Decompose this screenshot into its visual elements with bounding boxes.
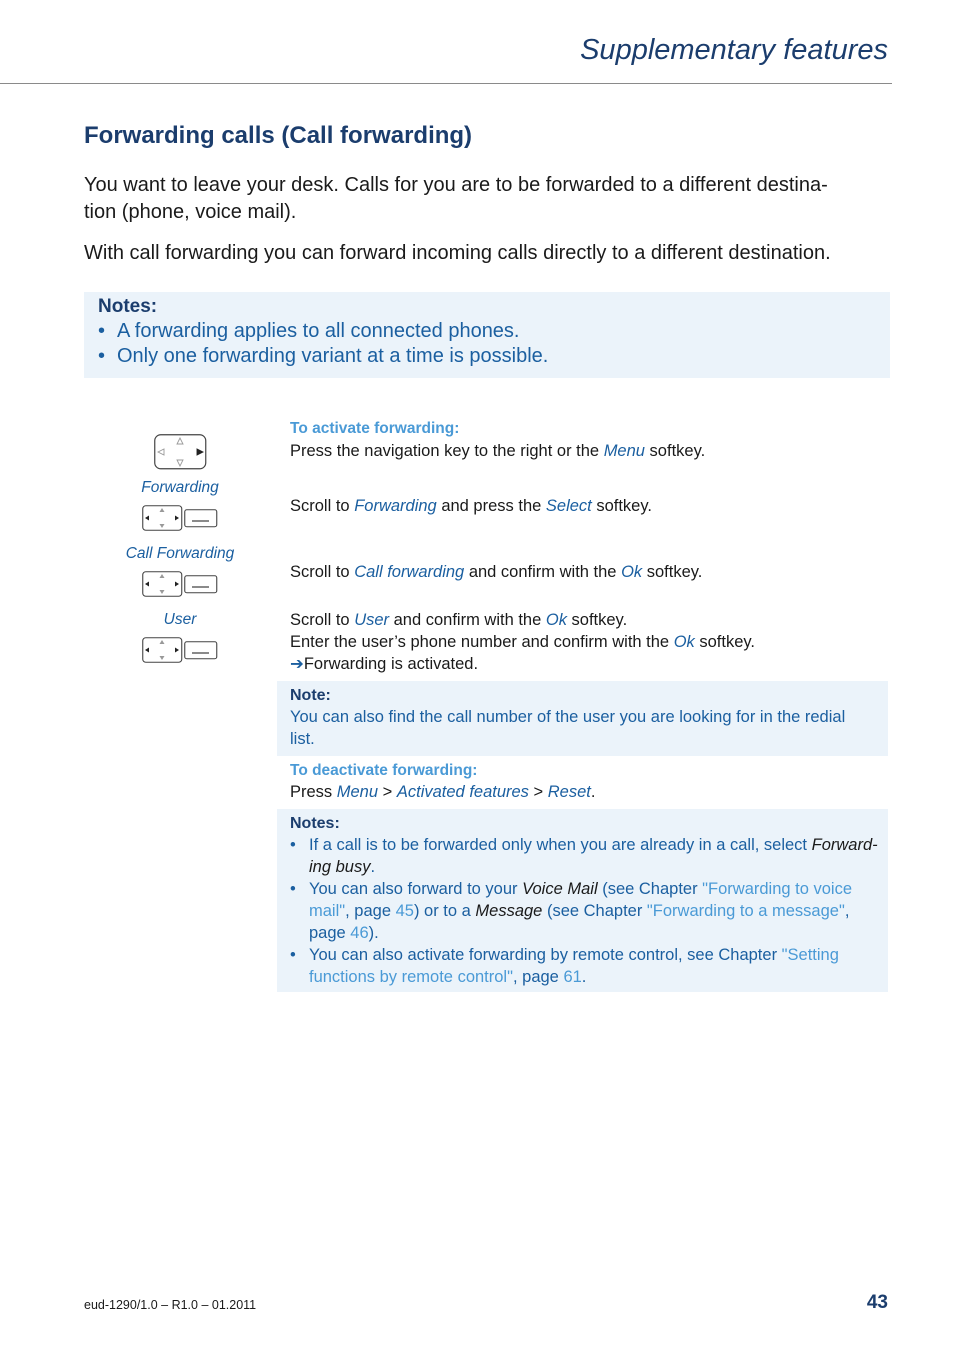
notes-title: Notes: [98, 296, 158, 317]
intro-paragraph-1 [84, 172, 894, 226]
link-forwarding-voice-mail[interactable]: "Forwarding to voice [702, 880, 853, 898]
notes-box [84, 292, 890, 378]
intro-line-2: tion (phone, voice mail). [84, 201, 297, 223]
bullet-icon: • [98, 320, 106, 342]
notes-box-2 [277, 809, 888, 992]
scroll-ok-keys-icon [142, 571, 218, 597]
intro-line-1: You want to leave your desk. Calls for you are to be forwarded to a different destina- [84, 174, 828, 196]
note-2-item-3: • You can also activate forwarding by remote control, see Chapter "Setting functions by remote control", page 61. [290, 946, 839, 986]
note-item: • Only one forwarding variant at a time is possible. [98, 345, 549, 367]
bullet-icon: • [290, 836, 296, 854]
page-number: 43 [866, 1292, 888, 1313]
bullet-icon: • [98, 345, 106, 367]
intro-paragraph-2: With call forwarding you can forward incoming calls directly to a different destination. [84, 242, 831, 264]
redial-note-title: Note: [290, 687, 331, 704]
page-link-45[interactable]: 45 [395, 902, 414, 920]
scroll-select-keys-icon [142, 505, 218, 531]
activate-step-4: Scroll to User and confirm with the Ok softkey. [290, 611, 628, 629]
notes-2-list [290, 834, 880, 988]
redial-note-line-2: list. [290, 730, 315, 748]
note-2-item-2: • You can also forward to your Voice Mail (see Chapter "Forwarding to voice mail", page 45) or to a Message (see Chapter "Forwarding to a message", page 46). [290, 880, 853, 942]
bullet-icon: • [290, 946, 296, 964]
activate-step-2: Scroll to Forwarding and press the Select softkey. [290, 497, 652, 515]
activate-step-5: Enter the user’s phone number and confirm with the Ok softkey. [290, 633, 756, 651]
menu-label-forwarding: Forwarding [141, 479, 219, 496]
running-header: Supplementary features [580, 34, 888, 66]
deactivate-step: Press Menu > Activated features > Reset. [290, 783, 596, 801]
notes-2-title: Notes: [290, 815, 340, 832]
link-forwarding-voice-mail-cont[interactable]: mail" [309, 902, 346, 920]
activate-heading: To activate forwarding: [290, 420, 460, 437]
menu-label-call-forwarding: Call Forwarding [125, 545, 235, 562]
menu-label-user: User [163, 611, 197, 628]
page-link-61[interactable]: 61 [563, 968, 582, 986]
header-rule [0, 83, 892, 84]
note-2-item-1: • If a call is to be forwarded only when you are already in a call, select Forward- ing busy. [290, 836, 878, 876]
activate-step-1: Press the navigation key to the right or the Menu softkey. [290, 442, 706, 460]
redial-note-box [277, 681, 888, 756]
bullet-icon: • [290, 880, 296, 898]
activate-result: ➔Forwarding is activated. [290, 655, 479, 673]
scroll-ok-keys-icon [142, 637, 218, 663]
link-forwarding-message[interactable]: "Forwarding to a message" [646, 902, 845, 920]
footer-doc-id: eud-1290/1.0 – R1.0 – 01.2011 [84, 1298, 257, 1312]
deactivate-heading: To deactivate forwarding: [290, 762, 478, 779]
note-item: • A forwarding applies to all connected phones. [98, 320, 520, 342]
result-arrow-icon: ➔ [290, 655, 304, 673]
link-remote-control-cont[interactable]: functions by remote control" [309, 968, 513, 986]
page-link-46[interactable]: 46 [350, 924, 369, 942]
activate-step-3: Scroll to Call forwarding and confirm with the Ok softkey. [290, 563, 703, 581]
link-remote-control[interactable]: "Setting [781, 946, 839, 964]
redial-note-line-1: You can also find the call number of the user you are looking for in the redial [290, 708, 846, 726]
section-heading: Forwarding calls (Call forwarding) [84, 122, 473, 149]
navigation-key-icon [154, 434, 207, 470]
